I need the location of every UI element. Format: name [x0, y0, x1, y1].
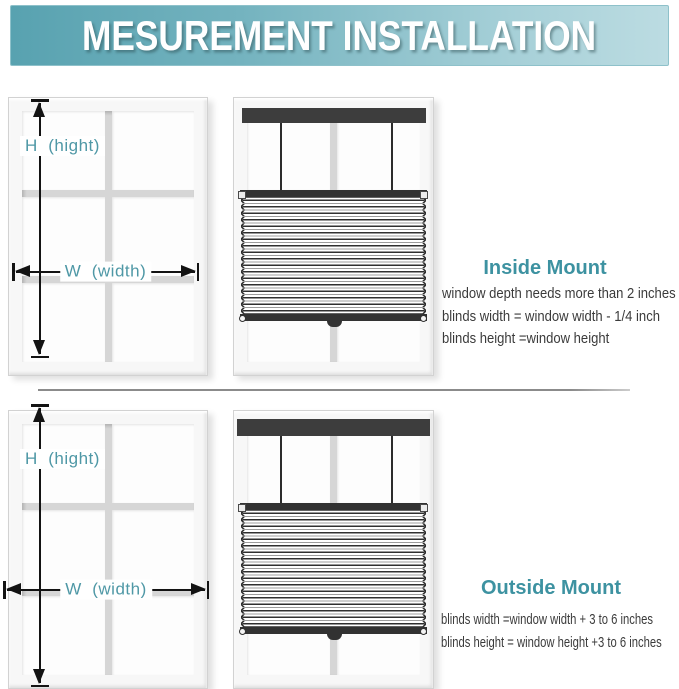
- arrow-end-tick: [207, 581, 210, 599]
- headrail-bracket: [238, 504, 246, 512]
- banner-title: MESUREMENT INSTALLATION: [82, 11, 597, 59]
- arrow-end-tick: [197, 263, 200, 281]
- blinds-assembly: [234, 98, 433, 375]
- blind-pull-tab: [327, 634, 342, 640]
- blind-bottom-rail: [240, 314, 427, 321]
- arrowhead-down-icon: [33, 340, 45, 355]
- inside-mount-note: blinds width = window width - 1/4 inch: [442, 307, 660, 325]
- window-pane: [112, 283, 195, 362]
- blind-bottom-rail: [240, 627, 427, 634]
- outside-mount-note: blinds height = window height +3 to 6 inches: [441, 633, 662, 651]
- height-label: H (hight): [20, 449, 105, 469]
- outside-mount-note: blinds width =window width + 3 to 6 inches: [441, 611, 654, 628]
- section-divider: [38, 389, 630, 391]
- bottom-rail-end-cap: [239, 628, 246, 635]
- arrowhead-right-icon: [191, 583, 206, 595]
- arrow-end-tick: [31, 356, 49, 359]
- banner: [10, 5, 669, 66]
- blind-valance: [237, 419, 430, 436]
- headrail-bracket: [420, 504, 428, 512]
- blind-window-frame: [233, 410, 434, 689]
- inside-mount-title: Inside Mount: [483, 257, 607, 279]
- blind-window-frame: [233, 97, 434, 376]
- inside-mount-info: [442, 256, 678, 354]
- pleated-shade: [241, 510, 426, 627]
- blind-cord: [280, 436, 282, 503]
- inside-mount-note: blinds height =window height: [442, 330, 610, 347]
- blind-pull-tab: [327, 321, 342, 327]
- bottom-rail-end-cap: [420, 628, 427, 635]
- bottom-rail-end-cap: [239, 315, 246, 322]
- width-label: W (width): [60, 580, 152, 600]
- blinds-assembly: [234, 411, 433, 688]
- arrow-end-tick: [31, 685, 49, 688]
- window-pane: [112, 424, 195, 503]
- window-pane: [112, 111, 195, 190]
- headrail-bracket: [238, 191, 246, 199]
- width-arrow: [3, 581, 209, 599]
- width-arrow: [12, 263, 199, 281]
- outside-mount-info: [441, 576, 679, 657]
- window-pane: [112, 596, 195, 675]
- bottom-rail-end-cap: [420, 315, 427, 322]
- width-label: W (width): [60, 262, 152, 282]
- window-pane: [112, 510, 195, 589]
- blind-cord: [280, 123, 282, 190]
- arrowhead-right-icon: [181, 265, 196, 277]
- blind-cord: [391, 123, 393, 190]
- arrowhead-down-icon: [33, 669, 45, 684]
- pleated-shade: [241, 197, 426, 314]
- height-label: H (hight): [20, 136, 105, 156]
- outside-mount-title: Outside Mount: [481, 577, 621, 599]
- headrail-bracket: [420, 191, 428, 199]
- blind-cord: [391, 436, 393, 503]
- blind-valance: [242, 108, 426, 123]
- inside-mount-note: window depth needs more than 2 inches: [442, 285, 676, 302]
- height-arrow: [31, 404, 49, 687]
